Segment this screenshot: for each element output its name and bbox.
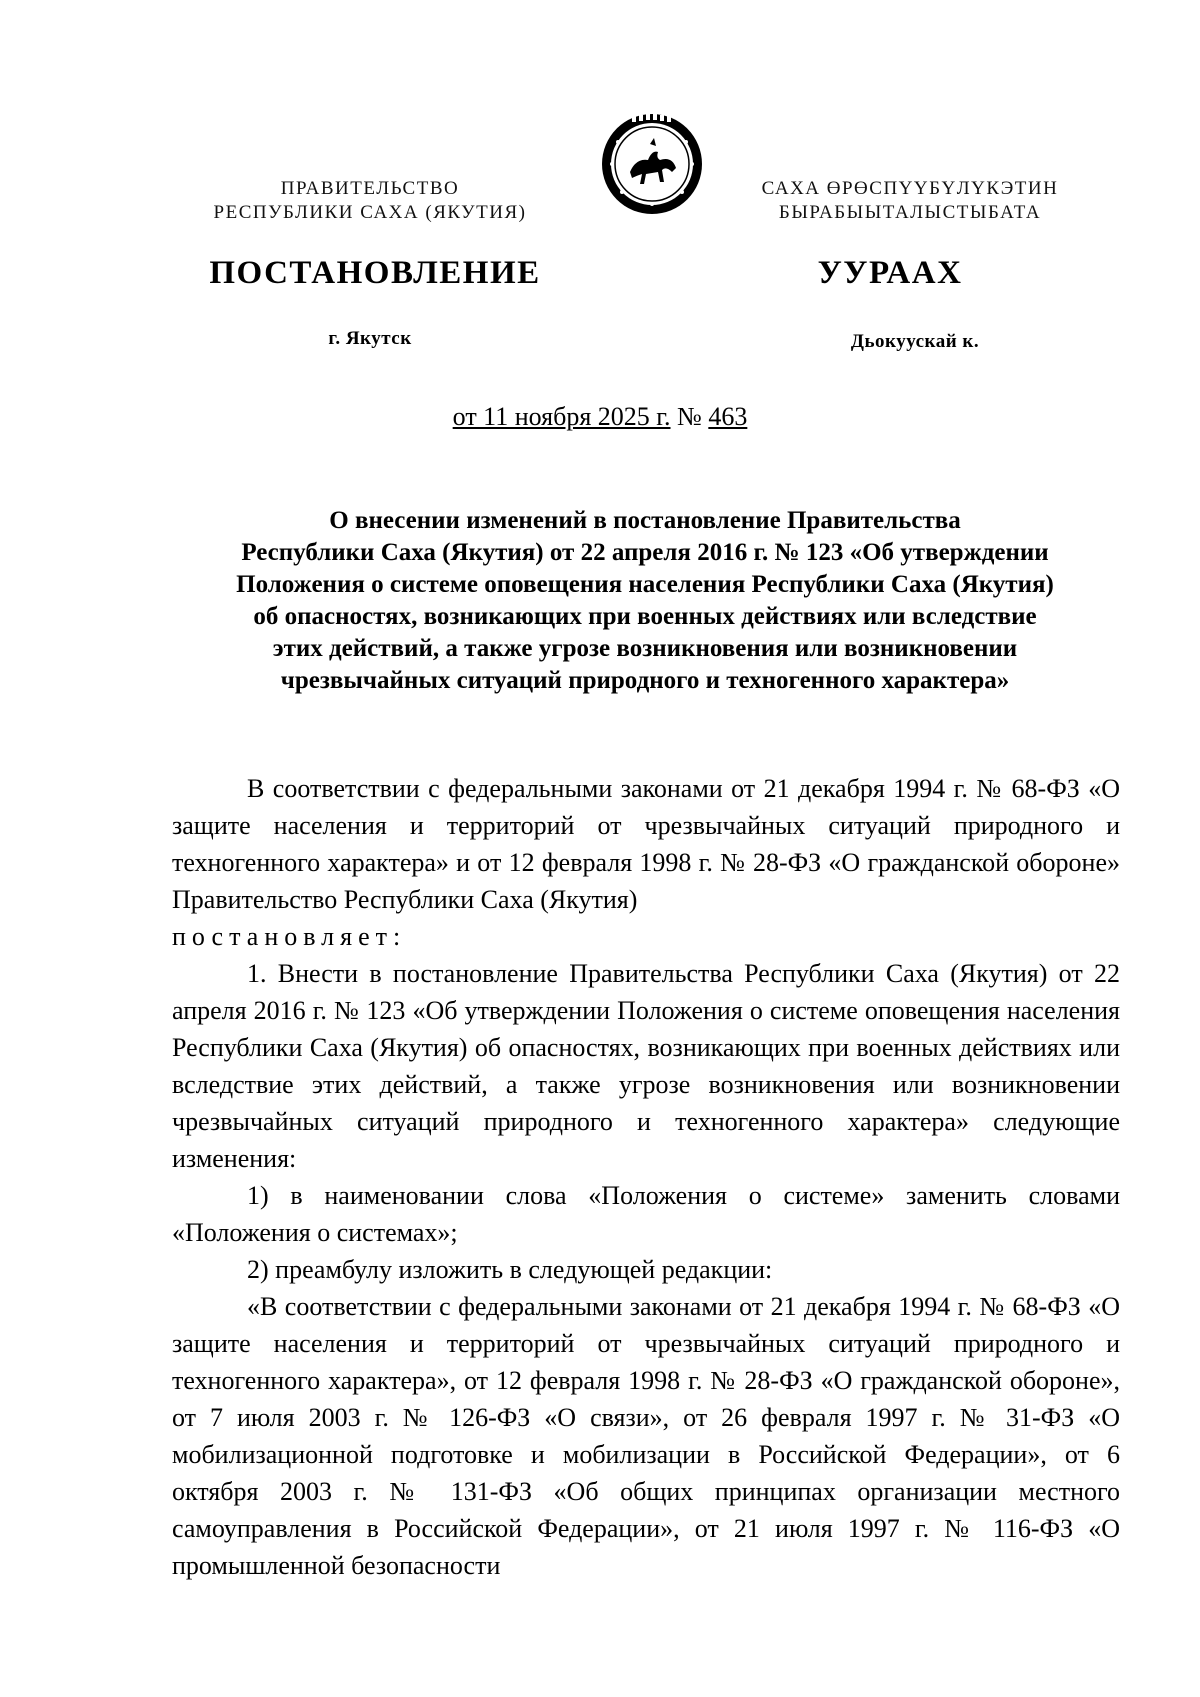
subitem-1-paragraph: 1) в наименовании слова «Положения о системе» заменить словами «Положения о системах»; — [172, 1181, 1120, 1247]
city-sakha: Дьокуускай к. — [850, 331, 980, 352]
preamble-text: В соответствии с федеральными законами от 21 декабря 1994 г. № 68-ФЗ «О защите населения и территорий от чрезвычайных ситуаций природного и техногенного характера» и от 12 февраля 1998 г. № 28-ФЗ «О гражданской обороне» Правительство Республики Саха (Якутия) — [172, 774, 1120, 914]
preamble-paragraph — [172, 770, 1120, 955]
government-name-ru-line2: РЕСПУБЛИКИ САХА (ЯКУТИЯ) — [213, 202, 527, 223]
subject-line: этих действий, а также угрозе возникновения или возникновении — [272, 635, 1018, 662]
subject-line: Положения о системе оповещения населения Республики Саха (Якутия) — [236, 571, 1054, 598]
subject-line: О внесении изменений в постановление Правительства — [329, 507, 961, 534]
document-number: 463 — [708, 402, 748, 431]
government-name-sakha — [730, 177, 1090, 225]
number-sign: № — [670, 402, 709, 431]
government-name-sakha-line2: БЫРАБЫЫТАЛЫСТЫБАТА — [778, 202, 1042, 223]
subitem-2-paragraph: 2) преамбулу изложить в следующей редакции: — [247, 1255, 773, 1284]
document-type-ru: ПОСТАНОВЛЕНИЕ — [209, 255, 541, 291]
subject-line: об опасностях, возникающих при военных действиях или вследствие — [253, 603, 1037, 630]
subject-line: Республики Саха (Якутия) от 22 апреля 2016 г. № 123 «Об утверждении — [241, 539, 1049, 566]
subject-line: чрезвычайных ситуаций природного и техногенного характера» — [280, 667, 1010, 694]
document-date: от 11 ноября 2025 г. — [452, 402, 671, 431]
document-type-sakha: УУРААХ — [817, 255, 963, 291]
document-subject — [170, 505, 1120, 697]
document-body — [172, 770, 1120, 1584]
government-name-ru — [180, 177, 560, 225]
item-1-paragraph: 1. Внести в постановление Правительства Республики Саха (Якутия) от 22 апреля 2016 г. № 123 «Об утверждении Положения о системе оповещения населения Республики Саха (Якутия) об опасностях, возникающих при военных действиях или вследствие этих действий, а также угрозе возникновения или возникновении чрезвычайных ситуаций природного и техногенного характера» следующие изменения: — [172, 959, 1120, 1173]
new-preamble-paragraph: «В соответствии с федеральными законами от 21 декабря 1994 г. № 68-ФЗ «О защите населения и территорий от чрезвычайных ситуаций природного и техногенного характера», от 12 февраля 1998 г. № 28-ФЗ «О гражданской обороне», от 7 июля 2003 г. № 126-ФЗ «О связи», от 26 февраля 1997 г. № 31-ФЗ «О мобилизационной подготовке и мобилизации в Российской Федерации», от 6 октября 2003 г. № 131-ФЗ «Об общих принципах организации местного самоуправления в Российской Федерации», от 21 июля 1997 г. № 116-ФЗ «О промышленной безопасности — [172, 1292, 1120, 1580]
city-ru: г. Якутск — [328, 328, 412, 349]
document-date-number — [0, 402, 1200, 432]
resolves-word: постановляет: — [172, 922, 407, 951]
government-name-sakha-line1: САХА ӨРӨСПҮҮБҮЛҮКЭТИН — [761, 178, 1059, 199]
government-name-ru-line1: ПРАВИТЕЛЬСТВО — [280, 178, 460, 199]
coat-of-arms-yakutia-icon — [600, 112, 704, 216]
